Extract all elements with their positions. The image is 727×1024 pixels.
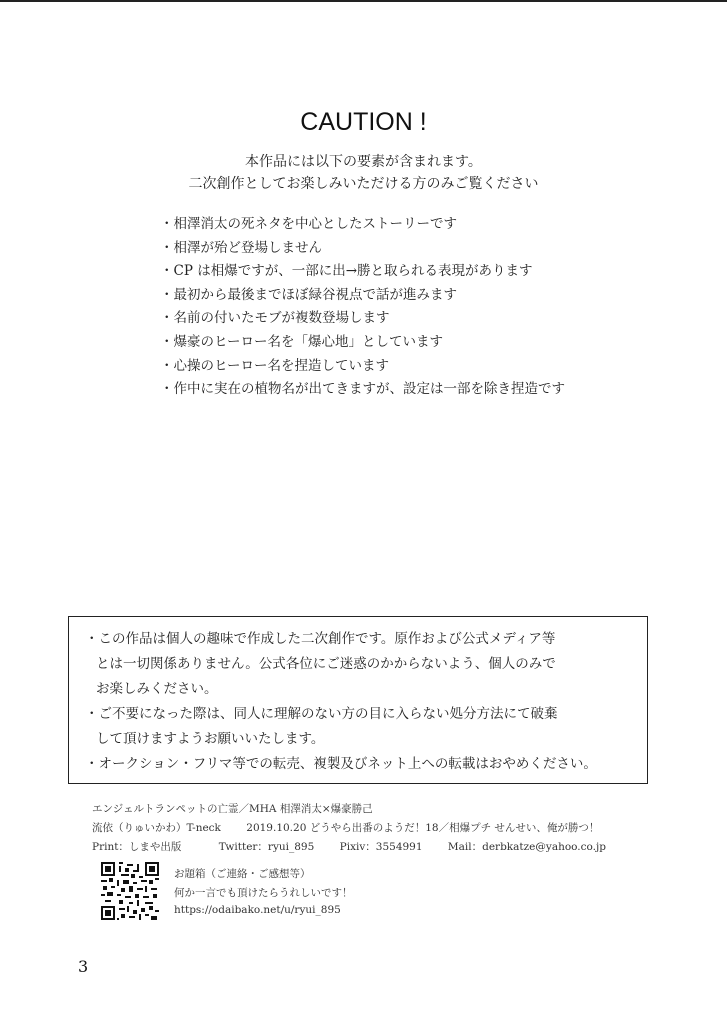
caution-title: CAUTION ! <box>300 108 427 136</box>
intro-line-1: 本作品には以下の要素が含まれます。 <box>245 154 482 170</box>
colophon-print: Print：しまや出版 <box>92 841 182 853</box>
warning-item: ・作中に実在の植物名が出てきますが、設定は一部を除き捏造です <box>160 381 565 398</box>
colophon-author: 流依（りゅいかわ）T-neck <box>92 822 221 834</box>
top-border-line <box>0 0 727 2</box>
qr-code-icon <box>101 862 159 920</box>
colophon-contact-line <box>92 839 606 854</box>
page-number: 3 <box>78 957 89 976</box>
notice-line: ・ご不要になった際は、同人に理解のない方の目に入らない処分方法にて破棄 <box>85 706 558 722</box>
warning-list <box>160 213 565 402</box>
warning-item: ・最初から最後までほぼ緑谷視点で話が進みます <box>160 286 457 303</box>
notice-line: お楽しみください。 <box>96 681 218 697</box>
warning-item: ・相澤消太の死ネタを中心としたストーリーです <box>160 216 457 232</box>
warning-item: ・心操のヒーロー名を捏造しています <box>160 357 389 374</box>
notice-line: して頂けますようお願いいたします。 <box>96 731 325 747</box>
warning-item: ・名前の付いたモブが複数登場します <box>160 310 390 327</box>
odaibako-heading: お題箱（ご連絡・ご感想等） <box>174 868 311 880</box>
odaibako-url[interactable]: https://odaibako.net/u/ryui_895 <box>174 904 341 916</box>
notice-line: ・この作品は個人の趣味で作成した二次創作です。原作および公式メディア等 <box>85 631 556 647</box>
intro-line-2: 二次創作としてお楽しみいただける方のみご覧ください <box>188 176 539 192</box>
odaibako-message: 何か一言でも頂けたらうれしいです！ <box>174 887 353 899</box>
colophon-event: 2019.10.20 どうやら出番のようだ！18／相爆プチ せんせい、俺が勝つ！ <box>246 822 600 834</box>
warning-item: ・相澤が殆ど登場しません <box>160 239 322 256</box>
warning-item: ・爆豪のヒーロー名を「爆心地」としています <box>160 333 443 350</box>
colophon-twitter: Twitter：ryui_895 <box>218 841 315 853</box>
colophon-author-line <box>92 820 599 835</box>
notice-box <box>68 616 648 784</box>
colophon-pixiv: Pixiv：3554991 <box>339 841 423 853</box>
colophon-mail: Mail：derbkatze@yahoo.co.jp <box>447 841 606 853</box>
notice-line: ・オークション・フリマ等での転売、複製及びネット上への転載はおやめください。 <box>85 756 597 772</box>
colophon-book-title: エンジェルトランペットの亡霊／MHA 相澤消太×爆豪勝己 <box>92 803 373 815</box>
warning-item: ・CP は相爆ですが、一部に出→勝と取られる表現があります <box>160 263 533 280</box>
notice-line: とは一切関係ありません。公式各位にご迷惑のかからないよう、個人のみで <box>96 656 556 672</box>
